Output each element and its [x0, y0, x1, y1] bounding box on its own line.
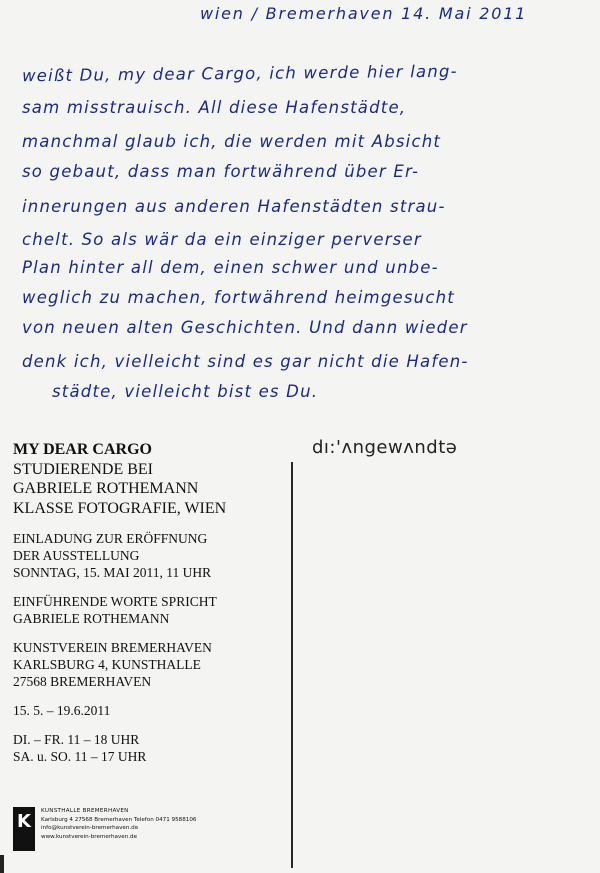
invitation-block	[13, 530, 283, 581]
venue-line: KUNSTVEREIN BREMERHAVEN	[13, 640, 212, 655]
invitation-line: EINLADUNG ZUR ERÖFFNUNG	[13, 531, 208, 546]
invitation-line: DER AUSSTELLUNG	[13, 548, 140, 563]
venue-line: KARLSBURG 4, KUNSTHALLE	[13, 657, 201, 672]
handwritten-line: städte, vielleicht bist es Du.	[52, 382, 319, 401]
handwritten-line: innerungen aus anderen Hafenstädten strau-	[22, 197, 446, 216]
dates-block	[13, 702, 283, 719]
kunsthalle-logo: K	[13, 807, 35, 851]
handwritten-line: von neuen alten Geschichten. Und dann wieder	[22, 318, 468, 337]
exhibition-title: MY DEAR CARGO	[13, 441, 152, 458]
kunsthalle-contact	[41, 807, 196, 841]
edge-mark	[0, 855, 4, 873]
handwritten-line: so gebaut, dass man fortwährend über Er-	[22, 162, 420, 181]
handwritten-line: weißt Du, my dear Cargo, ich werde hier lang-	[21, 61, 458, 86]
handwritten-line: chelt. So als wär da ein einziger perverser	[22, 230, 422, 249]
kunsthalle-address: Karlsburg 4 27568 Bremerhaven Telefon 0471 9588106	[41, 816, 197, 823]
exhibition-header	[13, 440, 283, 518]
exhibition-subtitle: STUDIERENDE BEI	[13, 460, 153, 478]
venue-block	[13, 639, 283, 690]
angewandte-logo: dı:'ʌngewʌndtə	[312, 437, 458, 458]
kunsthalle-web: www.kunstverein-bremerhaven.de	[41, 833, 138, 840]
handwritten-line: weglich zu machen, fortwährend heimgesucht	[22, 288, 455, 307]
kunsthalle-footer	[13, 807, 283, 857]
exhibition-subtitle: KLASSE FOTOGRAFIE, WIEN	[13, 499, 227, 517]
exhibition-subtitle: GABRIELE ROTHEMANN	[13, 480, 199, 497]
kunsthalle-name: KUNSTHALLE BREMERHAVEN	[41, 808, 129, 814]
venue-line: 27568 BREMERHAVEN	[13, 674, 152, 689]
handwritten-line: sam misstrauisch. All diese Hafenstädte,	[22, 98, 407, 117]
handwritten-line: denk ich, vielleicht sind es gar nicht die Hafen-	[22, 352, 469, 371]
speech-line: GABRIELE ROTHEMANN	[13, 611, 170, 626]
handwritten-line: Plan hinter all dem, einen schwer und unbe-	[22, 258, 439, 277]
postcard-divider	[291, 462, 293, 868]
hours-block	[13, 731, 283, 765]
invitation-line: SONNTAG, 15. MAI 2011, 11 UHR	[13, 565, 212, 580]
speech-line: EINFÜHRENDE WORTE SPRICHT	[13, 594, 217, 609]
speech-block	[13, 593, 283, 627]
handwritten-line: manchmal glaub ich, die werden mit Absicht	[22, 132, 442, 151]
kunsthalle-email: info@kunstverein-bremerhaven.de	[41, 825, 139, 831]
exhibition-info	[13, 440, 283, 765]
handwritten-date: wien / Bremerhaven 14. Mai 2011	[200, 4, 528, 23]
exhibition-dates: 15. 5. – 19.6.2011	[13, 703, 111, 718]
hours-line: SA. u. SO. 11 – 17 UHR	[13, 749, 147, 764]
hours-line: DI. – FR. 11 – 18 UHR	[13, 732, 140, 747]
